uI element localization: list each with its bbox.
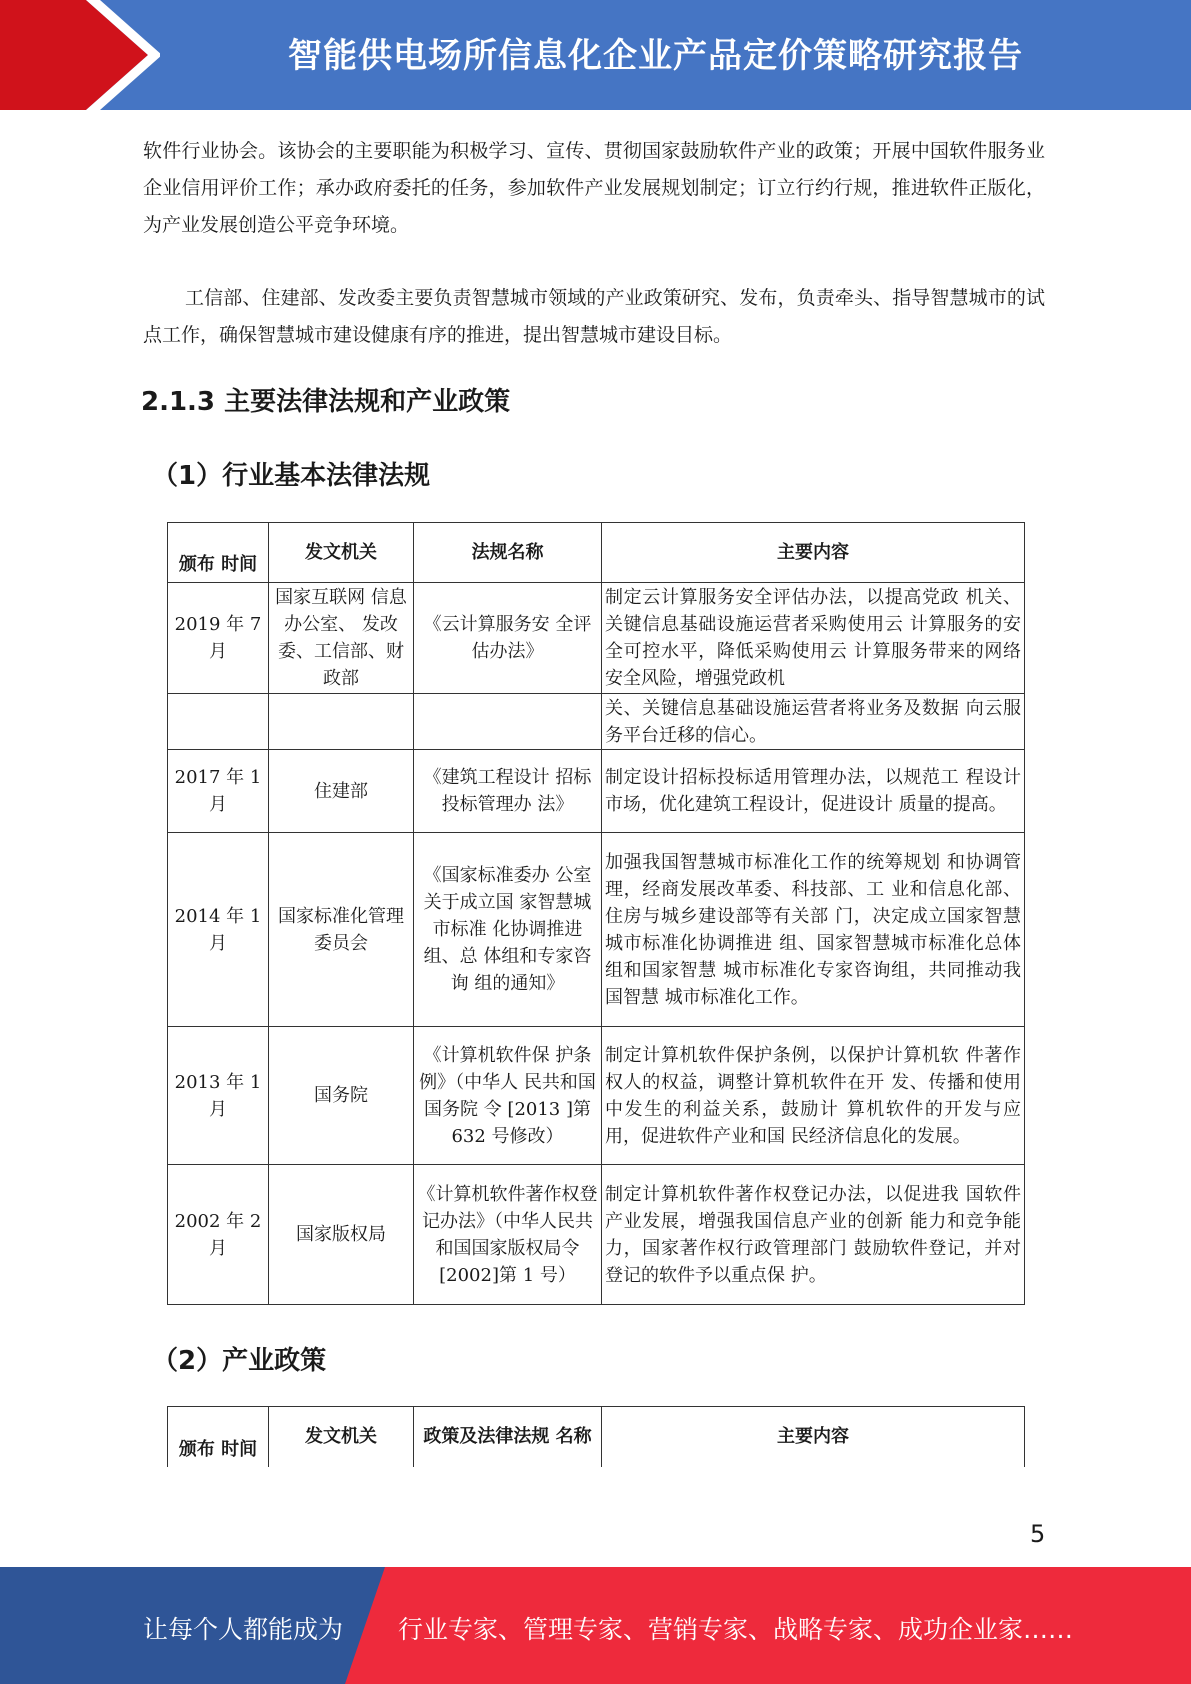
- cell-time: 2019 年 7 月: [168, 583, 269, 694]
- subsection-heading-laws: （1）行业基本法律法规: [152, 461, 431, 491]
- header-name: 法规名称: [414, 523, 602, 583]
- table-row: [168, 750, 1025, 833]
- cell-content: 关、关键信息基础设施运营者将业务及数据 向云服务平台迁移的信心。: [602, 694, 1025, 750]
- cell-content: 制定云计算服务安全评估办法，以提高党政 机关、关键信息基础设施运营者采购使用云 计算服务的安全可控水平，降低采购使用云 计算服务带来的网络安全风险，增强党政机: [602, 583, 1025, 694]
- cell-name: 《建筑工程设计 招标投标管理办 法》: [414, 750, 602, 833]
- cell-time: [168, 694, 269, 750]
- footer-slogan-left: 让每个人都能成为: [143, 1615, 344, 1644]
- table-row: [168, 833, 1025, 1027]
- table-header-row: [168, 1407, 1025, 1467]
- cell-time: 2002 年 2 月: [168, 1165, 269, 1305]
- cell-content: 制定计算机软件著作权登记办法，以促进我 国软件产业发展，增强我国信息产业的创新 能力和竞争能力，国家著作权行政管理部门 鼓励软件登记，并对登记的软件予以重点保 护。: [602, 1165, 1025, 1305]
- cell-content: 加强我国智慧城市标准化工作的统筹规划 和协调管理，经商发展改革委、科技部、工 业和信息化部、住房与城乡建设部等有关部 门，决定成立国家智慧城市标准化协调推进 组、国家智慧城市标准化总体组和国家智慧 城市标准化专家咨询组，共同推动我国智慧 城市标准化工作。: [602, 833, 1025, 1027]
- page-number: 5: [1030, 1520, 1046, 1548]
- footer-slogan-right: 行业专家、管理专家、营销专家、战略专家、成功企业家……: [398, 1615, 1074, 1644]
- cell-org: 国家标准化管理委员会: [269, 833, 414, 1027]
- header-content: 主要内容: [602, 1407, 1025, 1467]
- cell-name: 《计算机软件保 护条例》（中华人 民共和国国务院 令 [2013 ]第 632 号修改）: [414, 1027, 602, 1165]
- section-heading: 2.1.3 主要法律法规和产业政策: [141, 387, 511, 417]
- laws-table: [167, 522, 1025, 1305]
- header-name: 政策及法律法规 名称: [414, 1407, 602, 1467]
- cell-org: 国家版权局: [269, 1165, 414, 1305]
- cell-name: [414, 694, 602, 750]
- cell-name: 《云计算服务安 全评估办法》: [414, 583, 602, 694]
- header-time: 颁布 时间: [168, 1407, 269, 1467]
- header-red-arrow: [0, 0, 160, 110]
- table-row: [168, 583, 1025, 694]
- header-time: 颁布 时间: [168, 523, 269, 583]
- cell-time: 2014 年 1 月: [168, 833, 269, 1027]
- cell-org: [269, 694, 414, 750]
- table-row: [168, 694, 1025, 750]
- cell-name: 《计算机软件著作权登记办法》（中华人民共和国国家版权局令 [2002]第 1 号）: [414, 1165, 602, 1305]
- table-row: [168, 1165, 1025, 1305]
- report-title: 智能供电场所信息化企业产品定价策略研究报告: [288, 36, 1023, 76]
- cell-org: 国家互联网 信息办公室、 发改委、工信部、财政部: [269, 583, 414, 694]
- subsection-heading-policies: （2）产业政策: [152, 1346, 327, 1376]
- cell-content: 制定设计招标投标适用管理办法，以规范工 程设计市场，优化建筑工程设计，促进设计 质量的提高。: [602, 750, 1025, 833]
- cell-content: 制定计算机软件保护条例，以保护计算机软 件著作权人的权益，调整计算机软件在开 发、传播和使用中发生的利益关系，鼓励计 算机软件的开发与应用，促进软件产业和国 民经济信息化的发展。: [602, 1027, 1025, 1165]
- table-header-row: [168, 523, 1025, 583]
- header-content: 主要内容: [602, 523, 1025, 583]
- cell-time: 2013 年 1 月: [168, 1027, 269, 1165]
- header-banner: [0, 0, 1191, 110]
- paragraph-software-association: 软件行业协会。该协会的主要职能为积极学习、宣传、贯彻国家鼓励软件产业的政策；开展中国软件服务业企业信用评价工作；承办政府委托的任务，参加软件产业发展规划制定；订立行约行规，推进软件正版化，为产业发展创造公平竞争环境。: [143, 140, 1045, 236]
- cell-org: 住建部: [269, 750, 414, 833]
- header-org: 发文机关: [269, 523, 414, 583]
- table-row: [168, 1027, 1025, 1165]
- policies-table: [167, 1406, 1025, 1467]
- paragraph-smart-city-policy: 工信部、住建部、发改委主要负责智慧城市领域的产业政策研究、发布，负责牵头、指导智慧城市的试点工作，确保智慧城市建设健康有序的推进，提出智慧城市建设目标。: [143, 287, 1045, 346]
- cell-org: 国务院: [269, 1027, 414, 1165]
- header-org: 发文机关: [269, 1407, 414, 1467]
- cell-time: 2017 年 1 月: [168, 750, 269, 833]
- cell-name: 《国家标准委办 公室关于成立国 家智慧城市标准 化协调推进组、总 体组和专家咨询 组的通知》: [414, 833, 602, 1027]
